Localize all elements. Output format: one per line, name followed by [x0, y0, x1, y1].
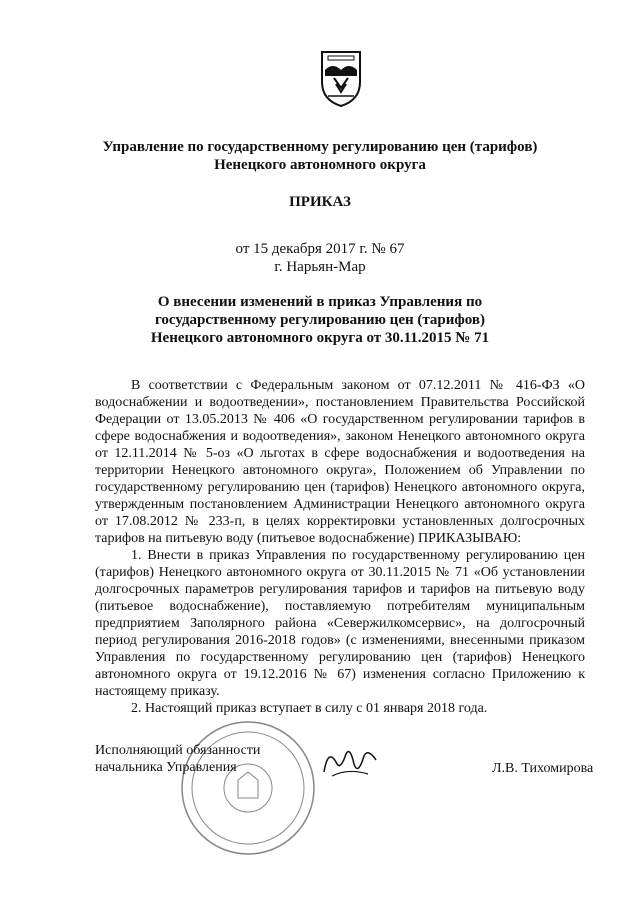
document-subject — [60, 293, 580, 347]
order-item-2: 2. Настоящий приказ вступает в силу с 01 января 2018 года. — [131, 701, 488, 716]
document-body — [95, 377, 585, 717]
subject-line-3: Ненецкого автономного округа от 30.11.2015 № 71 — [150, 330, 490, 346]
subject-line-1: О внесении изменений в приказ Управления по — [157, 294, 483, 310]
organization-name — [60, 138, 580, 174]
document-date: от 15 декабря 2017 г. № 67 — [235, 241, 405, 257]
signatory-name: Л.В. Тихомирова — [492, 761, 594, 776]
position-line-1: Исполняющий обязанности — [95, 743, 261, 758]
subject-line-2: государственному регулированию цен (тарифов) — [154, 312, 486, 328]
document-type: ПРИКАЗ — [289, 194, 351, 210]
coat-of-arms-icon — [318, 48, 364, 108]
document-place: г. Нарьян-Мар — [274, 259, 366, 275]
organization-line-2: Ненецкого автономного округа — [214, 157, 426, 173]
preamble-paragraph: В соответствии с Федеральным законом от 07.12.2011 № 416-ФЗ «О водоснабжении и водоотведении», постановлением Правительства Российской Федерации от 13.05.2013 № 406 «О государственном регулировании тарифов в сфере водоснабжения и водоотведения», законом Ненецкого автономного округа от 12.11.2014 № 5-оз «О льготах в сфере водоснабжения и водоотведения на территории Ненецкого автономного округа», Положением об Управлении по государственному регулированию цен (тарифов) Ненецкого автономного округа, утвержденным постановлением Администрации Ненецкого автономного округа от 17.08.2012 № 233-п, в целях корректировки установленных долгосрочных тарифов на питьевую воду (питьевое водоснабжение) ПРИКАЗЫВАЮ: — [95, 378, 585, 546]
position-line-2: начальника Управления — [95, 760, 237, 775]
organization-line-1: Управление по государственному регулированию цен (тарифов) — [102, 139, 538, 155]
official-stamp-icon — [178, 718, 318, 858]
order-item-1: 1. Внести в приказ Управления по государственному регулированию цен (тарифов) Ненецкого автономного округа от 30.11.2015 № 71 «Об установлении долгосрочных параметров регулирования тарифов и тарифов на питьевую воду (питьевое водоснабжение), поставляемую потребителям муниципальным предприятием Заполярного района «Севержилкомсервис», на долгосрочный период регулирования 2016-2018 годов» (с изменениями, внесенными приказом Управления по государственному регулированию цен (тарифов) Ненецкого автономного округа от 19.12.2016 № 67) изменения согласно Приложению к настоящему приказу. — [95, 548, 585, 699]
signatory-position — [95, 742, 260, 776]
handwritten-signature-icon — [318, 742, 382, 782]
